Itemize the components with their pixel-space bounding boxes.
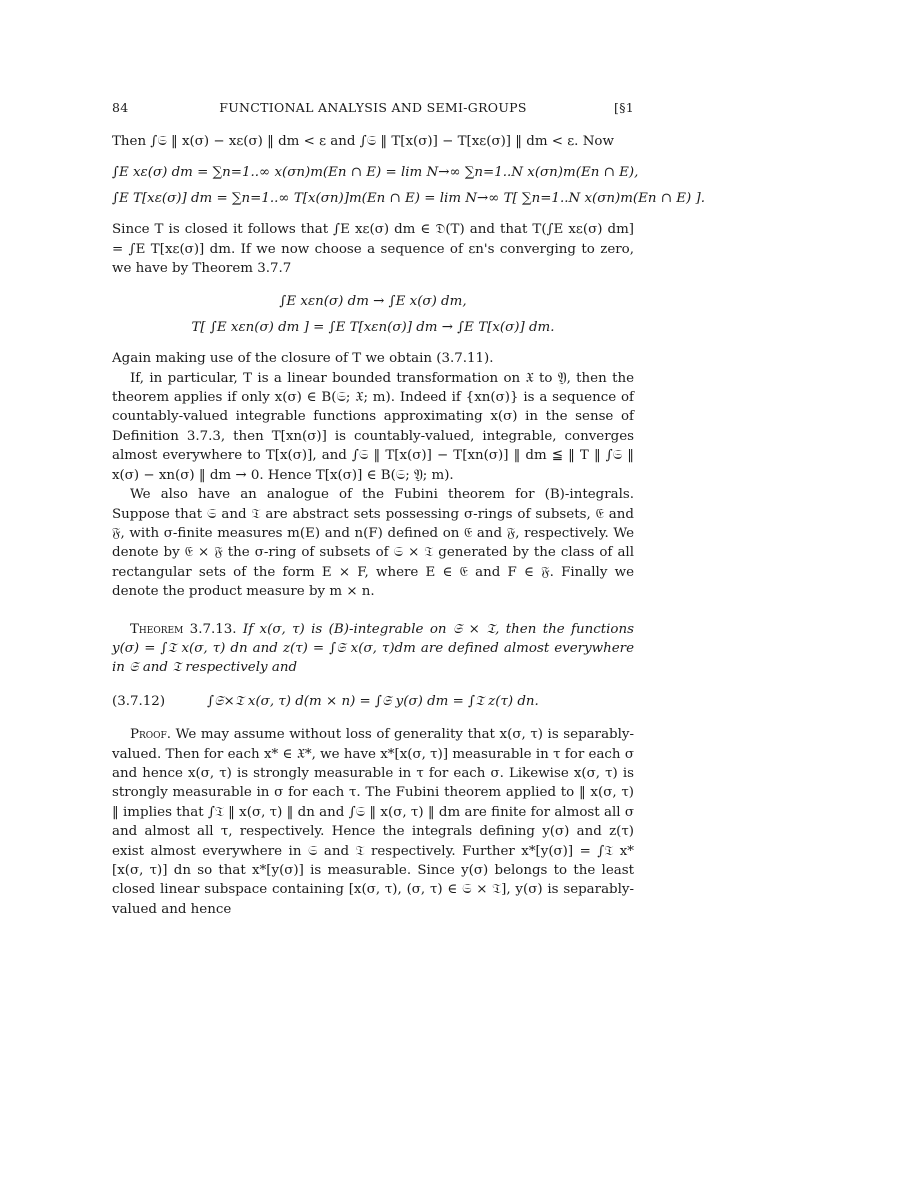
equation-number: (3.7.12) bbox=[112, 693, 166, 709]
text-line-then: Then ∫𝔖 ‖ x(σ) − xε(σ) ‖ dm < ε and ∫𝔖 ‖ T[x(σ)] − T[xε(σ)] ‖ dm < ε. Now bbox=[112, 134, 614, 149]
equation-fubini: ∫𝔖×𝔗 x(σ, τ) d(m × n) = ∫𝔖 y(σ) dm = ∫𝔗 z(τ) dn. bbox=[207, 693, 539, 709]
running-header bbox=[112, 98, 634, 118]
proof-text: We may assume without loss of generality that x(σ, τ) is separably-valued. Then for each x* ∈ 𝔛*, we have x*[x(σ, τ)] measurable in τ for each σ and hence x(σ, τ) is strongly measurable in τ for each σ. Likewise x(σ, τ) is strongly measurable in σ for each τ. The Fubini theorem applied to ‖ x(σ, τ) ‖ implies that ∫𝔗 ‖ x(σ, τ) ‖ dn and ∫𝔖 ‖ x(σ, τ) ‖ dm are finite for almost all σ and almost all τ, respectively. Hence the integrals defining y(σ) and z(τ) exist almost everywhere in 𝔖 and 𝔗 respectively. Further x*[y(σ)] = ∫𝔗 x*[x(σ, τ)] dn so that x*[y(σ)] is measurable. Since y(σ) belongs to the least closed linear subspace containing [x(σ, τ), (σ, τ) ∈ 𝔖 × 𝔗], y(σ) is separably-valued and hence bbox=[112, 727, 634, 917]
paragraph-bounded-transformation: If, in particular, T is a linear bounded transformation on 𝔛 to 𝔜, then the theorem applies if only x(σ) ∈ B(𝔖; 𝔛; m). Indeed if {xn(σ)} is a sequence of countably-valued integrable functions approximating x(σ) in the sense of Definition 3.7.3, then T[xn(σ)] is countably-valued, integrable, converges almost everywhere to T[x(σ)], and ∫𝔖 ‖ T[x(σ)] − T[xn(σ)] ‖ dm ≦ ‖ T ‖ ∫𝔖 ‖ x(σ) − xn(σ) ‖ dm → 0. Hence T[x(σ)] ∈ B(𝔖; 𝔜; m). bbox=[112, 370, 634, 483]
paragraph-again: Again making use of the closure of T we obtain (3.7.11). bbox=[112, 351, 494, 367]
paragraph-fubini-analogue: We also have an analogue of the Fubini theorem for (B)-integrals. Suppose that 𝔖 and 𝔗 are abstract sets possessing σ-rings of subsets, 𝔈 and 𝔉, with σ-finite measures m(E) and n(F) defined on 𝔈 and 𝔉, respectively. We denote by 𝔈 × 𝔉 the σ-ring of subsets of 𝔖 × 𝔗 generated by the class of all rectangular sets of the form E × F, where E ∈ 𝔈 and F ∈ 𝔉. Finally we denote the product measure by m × n. bbox=[112, 487, 634, 600]
theorem-label: Theorem 3.7.13. bbox=[130, 621, 237, 637]
paragraph-since-closed: Since T is closed it follows that ∫E xε(σ) dm ∈ 𝔇(T) and that T(∫E xε(σ) dm] = ∫E T[xε(σ)] dm. If we now choose a sequence of εn's converging to zero, we have by Theorem 3.7.7 bbox=[112, 222, 634, 277]
equation-integral-sum: ∫E xε(σ) dm = ∑n=1..∞ x(σn)m(En ∩ E) = lim N→∞ ∑n=1..N x(σn)m(En ∩ E), bbox=[112, 165, 639, 181]
section-mark: [§1 bbox=[614, 100, 634, 115]
equation-convergence: ∫E xεn(σ) dm → ∫E x(σ) dm, bbox=[279, 294, 467, 310]
running-title: FUNCTIONAL ANALYSIS AND SEMI-GROUPS bbox=[219, 100, 527, 115]
theorem-3-7-13 bbox=[112, 620, 634, 678]
equation-transform-convergence: T[ ∫E xεn(σ) dm ] = ∫E T[xεn(σ)] dm → ∫E T[x(σ)] dm. bbox=[191, 319, 555, 335]
theorem-statement: If x(σ, τ) is (B)-integrable on 𝔖 × 𝔗, then the functions y(σ) = ∫𝔗 x(σ, τ) dn and z(τ) = ∫𝔖 x(σ, τ)dm are defined almost everywhere in 𝔖 and 𝔗 respectively and bbox=[112, 621, 634, 676]
equation-transform-sum: ∫E T[xε(σ)] dm = ∑n=1..∞ T[x(σn)]m(En ∩ E) = lim N→∞ T[ ∑n=1..N x(σn)m(En ∩ E) ]. bbox=[112, 190, 705, 206]
page-number: 84 bbox=[112, 100, 129, 115]
proof-paragraph bbox=[112, 725, 634, 919]
book-page bbox=[112, 98, 705, 919]
proof-label: Proof. bbox=[130, 727, 172, 743]
equation-3-7-12 bbox=[112, 692, 634, 711]
